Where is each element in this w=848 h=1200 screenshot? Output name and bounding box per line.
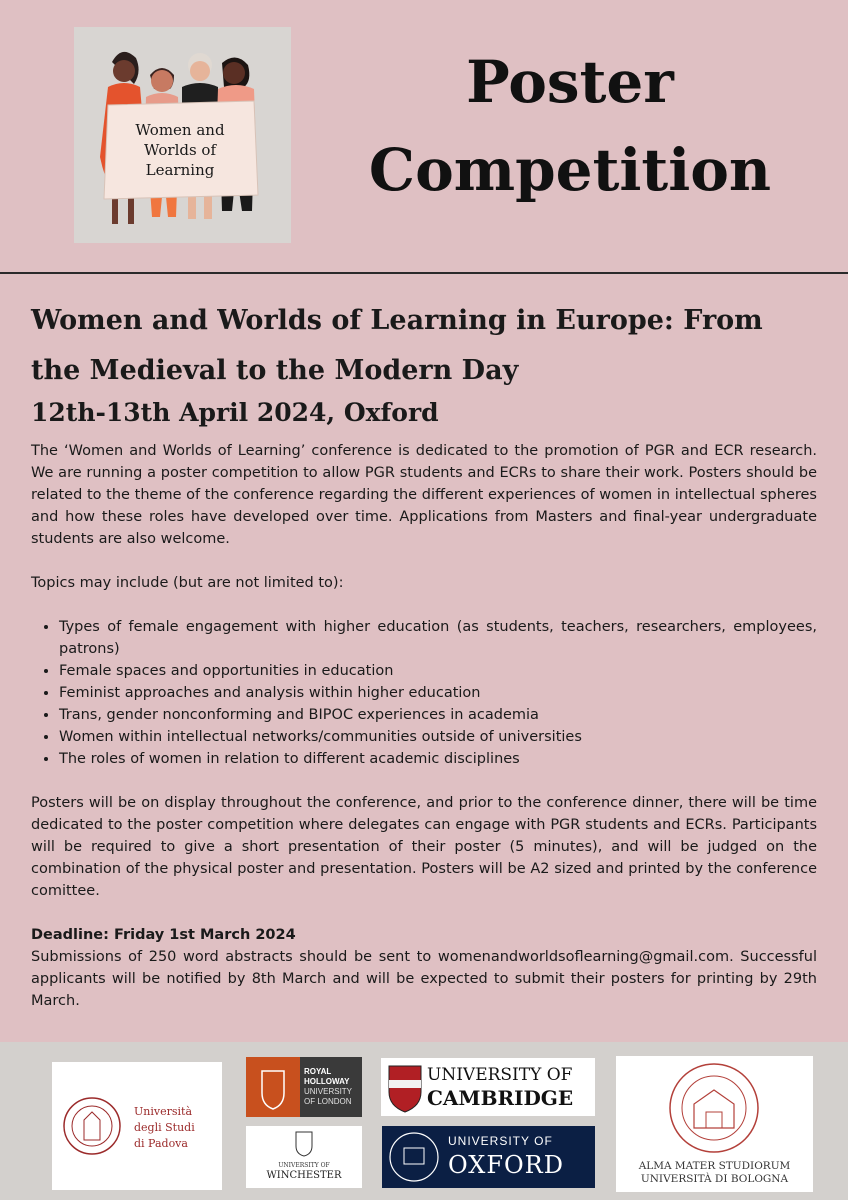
list-item: • Women within intellectual networks/communities outside of universities <box>59 726 817 748</box>
women-worlds-logo <box>74 27 291 243</box>
padova-line3: di Padova <box>134 1137 188 1150</box>
conference-date: 12th-13th April 2024, Oxford <box>31 398 439 427</box>
bologna-line1: ALMA MATER STUDIORUM <box>638 1160 791 1172</box>
oxford-seal-icon <box>386 1126 442 1188</box>
list-item: • Types of female engagement with higher education (as students, teachers, researchers, employees, patrons) <box>59 616 817 660</box>
bologna-logo <box>616 1056 813 1192</box>
oxford-line1: UNIVERSITY OF <box>448 1134 553 1148</box>
list-item: • Female spaces and opportunities in education <box>59 660 817 682</box>
cambridge-line1: UNIVERSITY OF <box>427 1065 573 1085</box>
padova-line1: Università <box>134 1105 192 1118</box>
logo-text-line2: Worlds of <box>143 141 217 159</box>
submission-paragraph: Submissions of 250 word abstracts should be sent to womenandworldsoflearning@gmail.com. Successful applicants will be notified by 8th March and will be expected to submit their posters for printing by 29th March. <box>31 949 817 1009</box>
royal-line3: UNIVERSITY <box>304 1087 353 1096</box>
conference-title: Women and Worlds of Learning in Europe: From the Medieval to the Modern Day <box>31 305 763 386</box>
royal-holloway-crest-icon <box>246 1057 300 1117</box>
royal-holloway-logo <box>246 1057 362 1117</box>
women-illustration <box>74 27 291 243</box>
partner-logos <box>0 1042 848 1200</box>
oxford-line2: OXFORD <box>448 1151 564 1179</box>
cambridge-crest-icon <box>385 1058 425 1116</box>
oxford-logo <box>382 1126 595 1188</box>
logo-text-line3: Learning <box>145 161 215 179</box>
royal-line1: ROYAL <box>304 1067 332 1076</box>
display-info-paragraph: Posters will be on display throughout the conference, and prior to the conference dinner, there will be time dedicated to the poster competition where delegates can engage with PGR students and ECRs. Participants will be required to give a short presentation of their poster (5 minutes), and will be judged on the combination of the physical poster and presentation. Posters will be A2 sized and printed by the conference comittee. <box>31 795 817 899</box>
title-line-1: Poster <box>466 48 674 116</box>
cambridge-logo <box>381 1058 595 1116</box>
winchester-line1: UNIVERSITY OF <box>278 1162 330 1169</box>
list-item: • Trans, gender nonconforming and BIPOC experiences in academia <box>59 704 817 726</box>
intro-paragraph: The ‘Women and Worlds of Learning’ conference is dedicated to the promotion of PGR and ECR research. We are running a poster competition to allow PGR students and ECRs to share their work. Posters should be related to the theme of the conference regarding the different experiences of women in intellectual spheres and how these roles have developed over time. Applications from Masters and final-year undergraduate students are also welcome. <box>31 443 817 547</box>
logo-text-line1: Women and <box>135 121 225 139</box>
winchester-line2: WINCHESTER <box>266 1170 342 1181</box>
bologna-line2: UNIVERSITÀ DI BOLOGNA <box>640 1173 789 1185</box>
poster-header <box>0 0 848 272</box>
deadline-text: Deadline: Friday 1st March 2024 <box>31 927 296 943</box>
padova-line2: degli Studi <box>134 1121 195 1134</box>
list-item: • The roles of women in relation to different academic disciplines <box>59 748 817 770</box>
cambridge-line2: CAMBRIDGE <box>427 1086 574 1110</box>
topics-list <box>31 616 817 770</box>
list-item: • Feminist approaches and analysis within higher education <box>59 682 817 704</box>
header-divider <box>0 272 848 274</box>
royal-line4: OF LONDON <box>304 1097 352 1106</box>
main-content <box>31 296 817 1012</box>
poster-title <box>360 38 780 214</box>
topics-intro: Topics may include (but are not limited to): <box>31 575 344 591</box>
title-line-2: Competition <box>368 136 772 204</box>
winchester-logo <box>246 1126 362 1188</box>
royal-line2: HOLLOWAY <box>304 1077 350 1086</box>
padova-logo <box>52 1062 222 1190</box>
